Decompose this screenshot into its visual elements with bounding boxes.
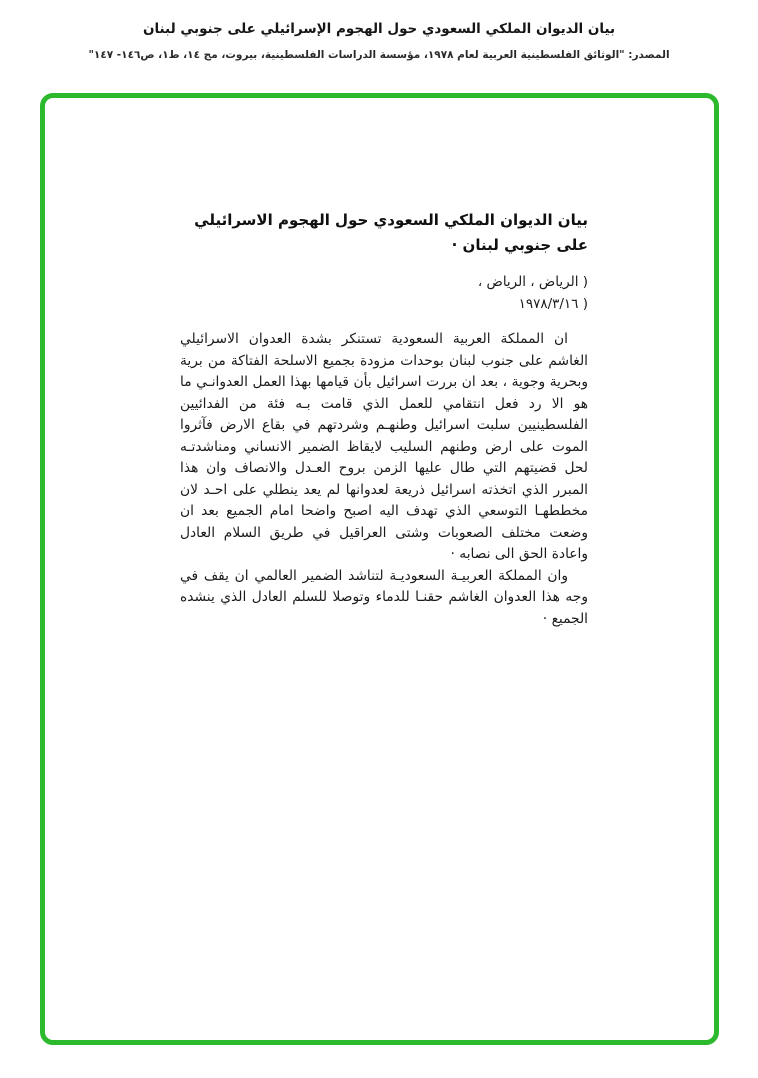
document-paragraph-2: وان المملكة العربيـة السعوديـة لتناشد الضمير العالمي ان يقف في وجه هذا العدوان الغاشم حقنـا للدماء وتوصلا للسلم العادل الذي ينشده الجميع · [180, 567, 588, 627]
document-title [180, 208, 588, 258]
page-header [0, 0, 758, 61]
header-title: بيان الديوان الملكي السعودي حول الهجوم الإسرائيلي على جنوبي لبنان [142, 21, 616, 37]
header-source-citation: المصدر: "الوثائق الفلسطينية العربية لعام ١٩٧٨، مؤسسة الدراسات الفلسطينية، بيروت، مج ١٤، ط١، ص١٤٦- ١٤٧" [88, 49, 670, 61]
document-paragraph-1: ان المملكة العربية السعودية تستنكر بشدة العدوان الاسرائيلي الغاشم على جنوب لبنان بوحدات مزودة بجميع الاسلحة الفتاكة من برية وبحرية وجوية ، بعد ان بررت اسرائيل بأن قيامها بهذا العمل العدوانـي ما هو الا رد فعل انتقامي للعمل الذي قامت بـه فئة من الفدائيين الفلسطينيين سلبت اسرائيل وطنهـم وشردتهم في بقاع الارض فآثروا الموت على ارض وطنهم السليب لايقاظ الضمير الانساني ومناشدتـه لحل قضيتهم التي طال عليها الزمن بروح العـدل والانصاف وان هذا المبرر الذي اتخذته اسرائيل ذريعة لعدوانها لم يعد ينطلي على احـد لان مخططهـا التوسعي الذي تهدف اليه اصبح واضحا امام الجميع بعد ان وضعت مختلف الصعوبات وشتى العراقيل في طريق السلام العادل واعادة الحق الى نصابه · [180, 331, 588, 562]
document-page [180, 208, 588, 630]
document-title-line1: بيان الديوان الملكي السعودي حول الهجوم الاسرائيلي [194, 211, 588, 229]
byline-source-line: ( الرياض ، الرياض ، [477, 274, 588, 290]
document-highlight-frame [40, 93, 719, 1045]
byline-date-line: ١٩٧٨/٣/١٦ ) [518, 296, 588, 312]
document-body [180, 329, 588, 630]
document-title-line2: على جنوبي لبنان · [451, 236, 588, 254]
document-byline [180, 271, 588, 315]
